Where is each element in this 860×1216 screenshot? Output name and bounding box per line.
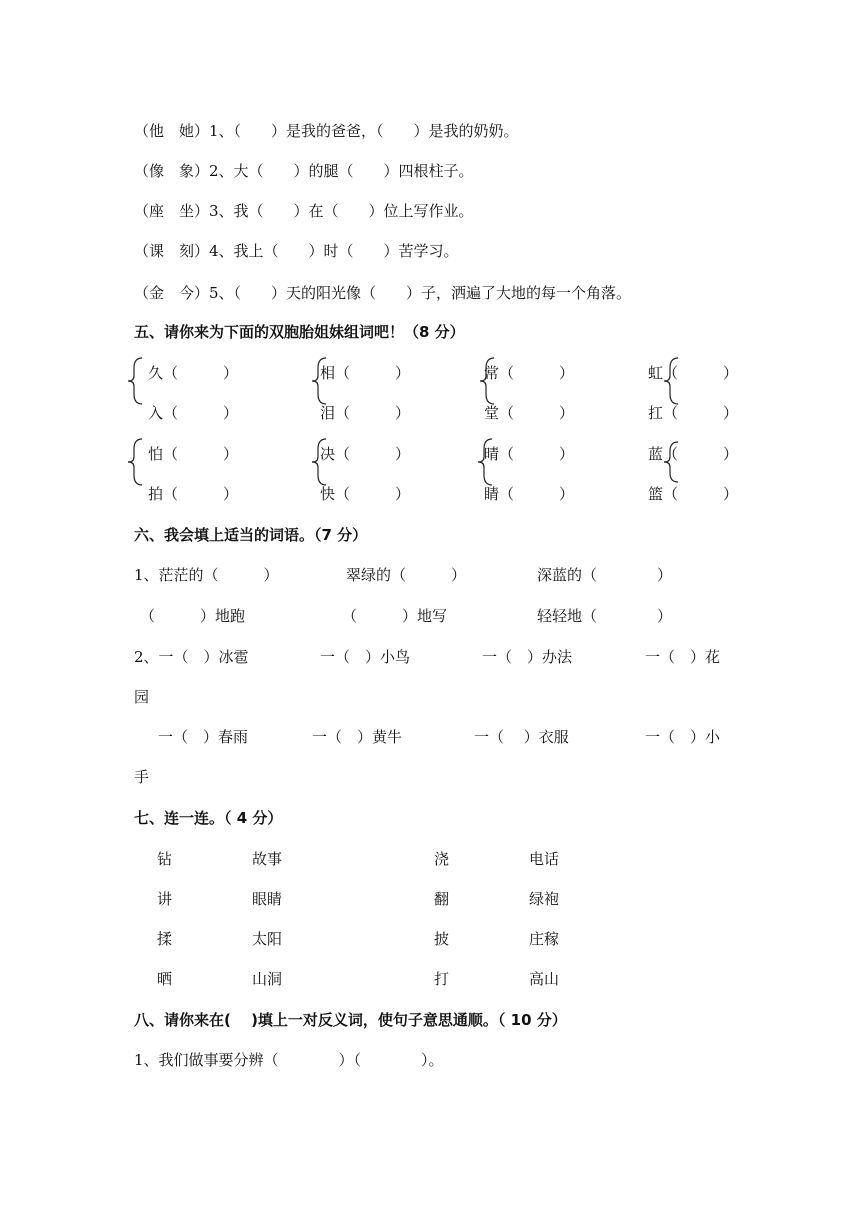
pair-bottom: 入（ ） xyxy=(148,404,239,422)
measure-word-item: 一（ ）春雨 xyxy=(158,728,249,746)
match-noun[interactable]: 庄稼 xyxy=(529,930,560,948)
fill-line-3: （座 坐）3、我（ ）在（ ）位上写作业。 xyxy=(134,202,474,220)
pair-top: 常（ ） xyxy=(484,364,575,382)
pair-bottom: 扛（ ） xyxy=(648,404,739,422)
match-noun[interactable]: 眼睛 xyxy=(252,890,283,908)
measure-word-item: 一（ ）衣服 xyxy=(474,728,569,746)
match-verb[interactable]: 翻 xyxy=(434,890,450,908)
fill-line-4: （课 刻）4、我上（ ）时（ ）苦学习。 xyxy=(134,242,459,260)
brace-icon xyxy=(126,437,146,487)
measure-word-item: 一（ ）花 xyxy=(645,648,721,666)
pair-bottom: 堂（ ） xyxy=(484,404,575,422)
pair-bottom: 泪（ ） xyxy=(320,404,411,422)
match-noun[interactable]: 故事 xyxy=(252,850,283,868)
match-noun[interactable]: 电话 xyxy=(529,850,560,868)
pair-bottom: 快（ ） xyxy=(320,485,411,503)
section5-heading: 五、请你来为下面的双胞胎姐妹组词吧！（8 分） xyxy=(134,323,465,341)
pair-bottom: 篮（ ） xyxy=(648,485,739,503)
brace-icon xyxy=(126,356,146,406)
section7-heading: 七、连一连。（ 4 分） xyxy=(134,809,283,827)
fill-item: 深蓝的（ ） xyxy=(537,566,673,584)
fill-item: （ ）地跑 xyxy=(140,607,246,625)
pair-top: 久（ ） xyxy=(148,364,239,382)
pair-bottom: 睛（ ） xyxy=(484,485,575,503)
measure-word-item: 一（ ）小鸟 xyxy=(320,648,411,666)
fill-item: 1、茫茫的（ ） xyxy=(134,566,279,584)
pair-top: 虹（ ） xyxy=(648,364,739,382)
pair-top: 决（ ） xyxy=(320,445,411,463)
match-noun[interactable]: 高山 xyxy=(529,970,560,988)
pair-bottom: 拍（ ） xyxy=(148,485,239,503)
fill-item: 轻轻地（ ） xyxy=(537,607,673,625)
pair-top: 怕（ ） xyxy=(148,445,239,463)
pair-top: 蓝（ ） xyxy=(648,445,739,463)
fill-item: （ ）地写 xyxy=(342,607,448,625)
fill-line-1: （他 她）1、（ ）是我的爸爸，（ ）是我的奶奶。 xyxy=(134,122,519,140)
match-verb[interactable]: 讲 xyxy=(157,890,173,908)
match-verb[interactable]: 揉 xyxy=(157,930,173,948)
match-verb[interactable]: 浇 xyxy=(434,850,450,868)
match-verb[interactable]: 披 xyxy=(434,930,450,948)
pair-top: 相（ ） xyxy=(320,364,411,382)
fill-item: 翠绿的（ ） xyxy=(346,566,467,584)
measure-word-item: 一（ ）小 xyxy=(645,728,721,746)
section6-heading: 六、我会填上适当的词语。（7 分） xyxy=(134,526,368,544)
section8-heading: 八、请你来在( )填上一对反义词，使句子意思通顺。（ 10 分） xyxy=(134,1011,567,1029)
fill-line-5: （金 今）5、（ ）天的阳光像（ ）子，洒遍了大地的每一个角落。 xyxy=(134,284,632,302)
measure-word-item: 一（ ）黄牛 xyxy=(312,728,403,746)
match-verb[interactable]: 晒 xyxy=(157,970,173,988)
wrap-text: 手 xyxy=(134,768,150,786)
match-noun[interactable]: 太阳 xyxy=(252,930,283,948)
measure-word-item: 2、一（ ）冰雹 xyxy=(134,648,249,666)
fill-line-2: （像 象）2、大（ ）的腿（ ）四根柱子。 xyxy=(134,162,474,180)
match-noun[interactable]: 绿袍 xyxy=(529,890,560,908)
pair-top: 晴（ ） xyxy=(484,445,575,463)
match-noun[interactable]: 山洞 xyxy=(252,970,283,988)
wrap-text: 园 xyxy=(134,688,150,706)
antonym-line-1: 1、我们做事要分辨（ ）（ ）。 xyxy=(134,1051,444,1069)
measure-word-item: 一（ ）办法 xyxy=(482,648,573,666)
match-verb[interactable]: 钻 xyxy=(157,850,173,868)
match-verb[interactable]: 打 xyxy=(434,970,450,988)
